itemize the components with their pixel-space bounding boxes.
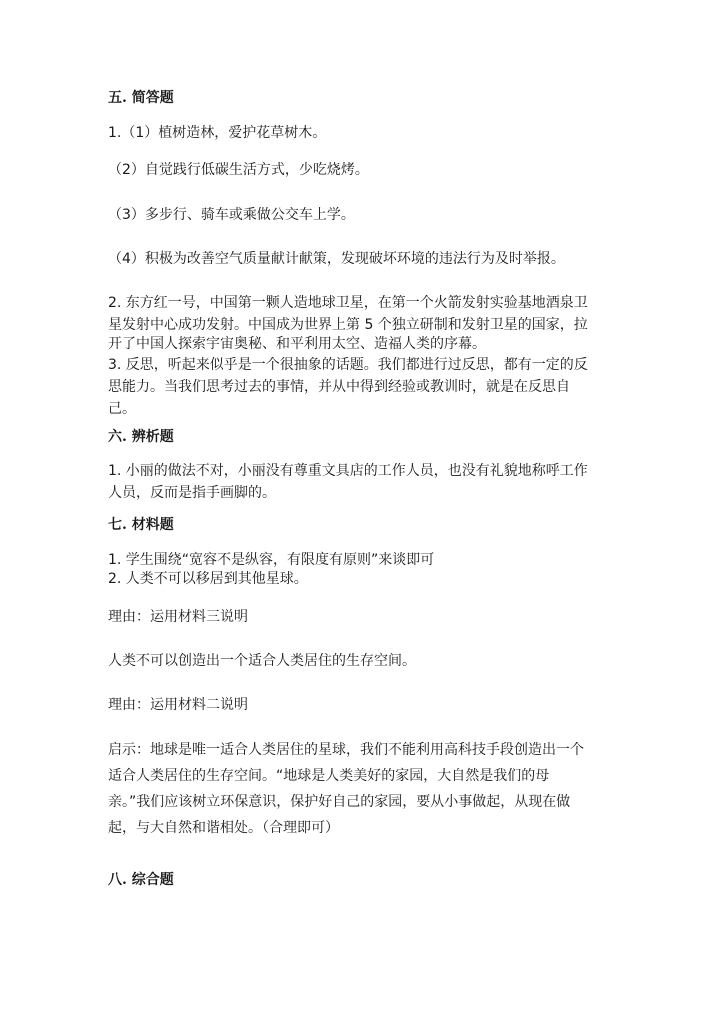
answer-3-line: 己。: [108, 401, 136, 417]
section-7-heading: 七. 材料题: [108, 517, 174, 533]
material-answer-2: 2. 人类不可以移居到其他星球。: [108, 571, 308, 587]
answer-1-4: （4）积极为改善空气质量献计献策，发现破坏环境的违法行为及时举报。: [108, 251, 565, 267]
answer-2-line: 星发射中心成功发射。中国成为世界上第 5 个独立研制和发射卫星的国家，拉: [108, 317, 588, 333]
answer-3-line: 3. 反思，听起来似乎是一个很抽象的话题。我们都进行过反思，都有一定的反: [108, 357, 588, 373]
answer-1-2: （2）自觉践行低碳生活方式，少吃烧烤。: [108, 162, 369, 178]
material-reason-1: 理由：运用材料三说明: [108, 609, 248, 625]
insight-line: 适合人类居住的生存空间。“地球是人类美好的家园，大自然是我们的母: [108, 768, 550, 784]
answer-3: [108, 354, 620, 420]
answer-2: [108, 292, 620, 353]
answer-1-3: （3）多步行、骑车或乘做公交车上学。: [108, 207, 355, 223]
answer-1-1: 1.（1）植树造林，爱护花草树木。: [108, 125, 327, 141]
analysis-answer-line: 人员，反而是指手画脚的。: [108, 485, 276, 501]
material-answer-1: 1. 学生围绕“宽容不是纵容，有限度有原则”来谈即可: [108, 552, 435, 568]
answer-2-line: 开了中国人探索宇宙奥秘、和平利用太空、造福人类的序幕。: [108, 336, 486, 352]
section-8-heading: 八. 综合题: [108, 872, 174, 888]
insight-line: 亲。”我们应该树立环保意识，保护好自己的家园，要从小事做起，从现在做: [108, 794, 571, 810]
material-insight: [108, 737, 620, 841]
insight-line: 起，与大自然和谐相处。（合理即可）: [108, 820, 339, 836]
answer-2-line: 2. 东方红一号，中国第一颗人造地球卫星，在第一个火箭发射实验基地酒泉卫: [108, 295, 588, 311]
analysis-answer-1: [108, 460, 620, 504]
answer-3-line: 思能力。当我们思考过去的事情，并从中得到经验或教训时，就是在反思自: [108, 379, 570, 395]
material-reason-2: 理由：运用材料二说明: [108, 697, 248, 713]
section-5-heading: 五. 简答题: [108, 90, 174, 106]
section-6-heading: 六. 辨析题: [108, 429, 174, 445]
analysis-answer-line: 1. 小丽的做法不对，小丽没有尊重文具店的工作人员，也没有礼貌地称呼工作: [108, 463, 588, 479]
insight-line: 启示：地球是唯一适合人类居住的星球，我们不能利用高科技手段创造出一个: [108, 742, 584, 758]
material-statement: 人类不可以创造出一个适合人类居住的生存空间。: [108, 653, 416, 669]
